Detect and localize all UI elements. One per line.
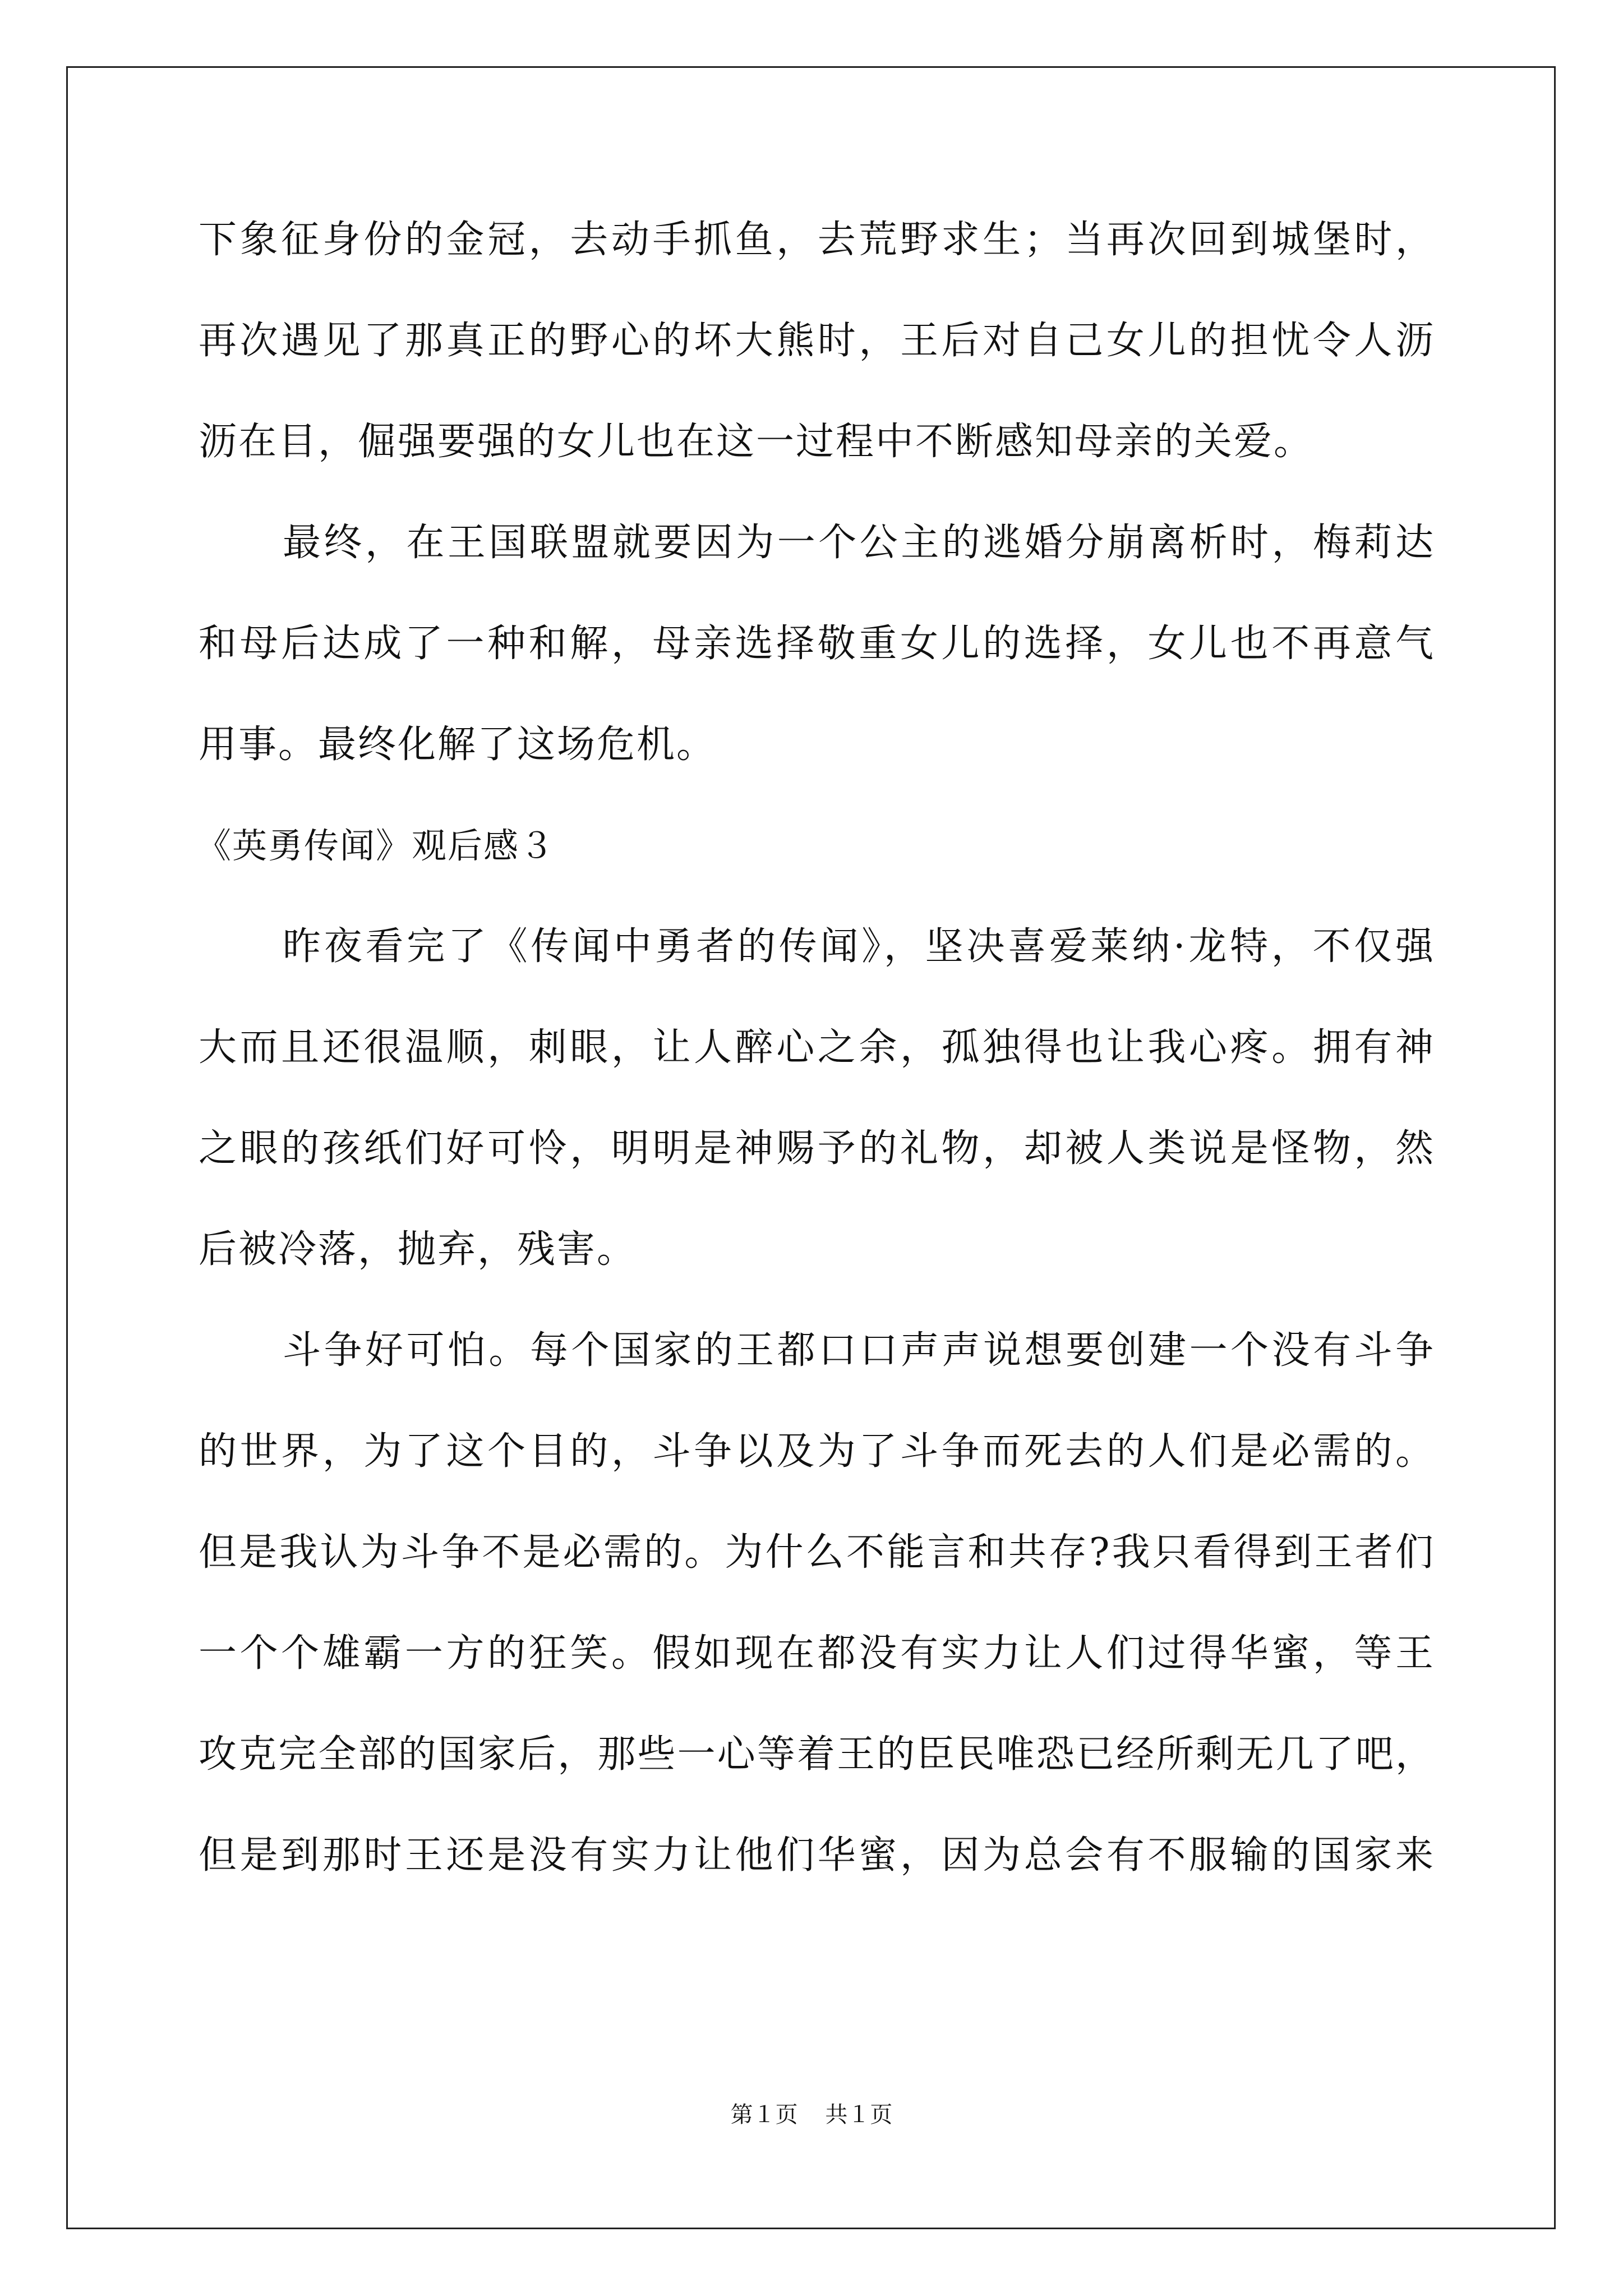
- paragraph-line: 但是到那时王还是没有实力让他们华蜜，因为总会有不服输的国家来: [199, 1833, 1435, 1878]
- paragraph-line: 沥在目，倔强要强的女儿也在这一过程中不断感知母亲的关爱。: [199, 420, 1314, 464]
- paragraph-line: 但是我认为斗争不是必需的。为什么不能言和共存?我只看得到王者们: [199, 1530, 1435, 1575]
- page-total: 共１页: [825, 2102, 893, 2128]
- page-number: 第１页: [730, 2102, 798, 2128]
- paragraph-line: 一个个雄霸一方的狂笑。假如现在都没有实力让人们过得华蜜，等王: [199, 1631, 1435, 1676]
- paragraph-line: 后被冷落，抛弃，残害。: [199, 1227, 637, 1272]
- paragraph-line: 之眼的孩纸们好可怜，明明是神赐予的礼物，却被人类说是怪物，然: [199, 1126, 1435, 1171]
- paragraph-line: 用事。最终化解了这场危机。: [199, 723, 717, 767]
- paragraph-line: 再次遇见了那真正的野心的坏大熊时，王后对自己女儿的担忧令人沥: [199, 319, 1435, 363]
- paragraph-line: 下象征身份的金冠，去动手抓鱼，去荒野求生；当再次回到城堡时，: [199, 218, 1435, 262]
- paragraph-line: 斗争好可怕。每个国家的王都口口声声说想要创建一个没有斗争: [283, 1328, 1435, 1373]
- paragraph-line: 大而且还很温顺，刺眼，让人醉心之余，孤独得也让我心疼。拥有神: [199, 1025, 1435, 1070]
- section-heading: 《英勇传闻》观后感３: [196, 825, 556, 866]
- paragraph-line: 的世界，为了这个目的，斗争以及为了斗争而死去的人们是必需的。: [199, 1429, 1435, 1474]
- paragraph-line: 昨夜看完了《传闻中勇者的传闻》，坚决喜爱莱纳·龙特，不仅强: [283, 924, 1435, 969]
- paragraph-line: 攻克完全部的国家后，那些一心等着王的臣民唯恐已经所剩无几了吧，: [199, 1732, 1435, 1777]
- paragraph-line: 最终，在王国联盟就要因为一个公主的逃婚分崩离析时，梅莉达: [283, 521, 1435, 565]
- page-footer: [0, 2101, 1623, 2129]
- paragraph-line: 和母后达成了一种和解，母亲选择敬重女儿的选择，女儿也不再意气: [199, 622, 1435, 666]
